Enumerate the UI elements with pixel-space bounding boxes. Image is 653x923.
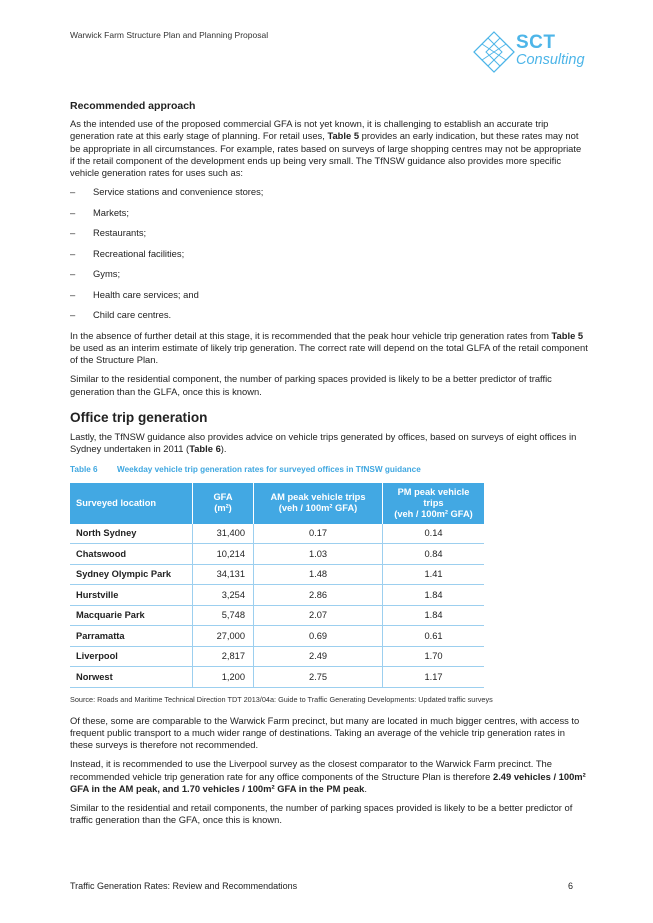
document-header-title: Warwick Farm Structure Plan and Planning Proposal	[70, 30, 269, 40]
cell-gfa: 31,400	[193, 524, 254, 544]
cell-location: Sydney Olympic Park	[70, 564, 193, 585]
paragraph-parking-gfa: Similar to the residential and retail components, the number of parking spaces provided is likely to be a better predictor of traffic generation than the GFA, once this is known.	[70, 801, 573, 826]
paragraph-interim-estimate: In the absence of further detail at this stage, it is recommended that the peak hour vehicle trip generation rates from Table 5 be used as an interim estimate of likely trip generation. The correct rate will depend on the total GLFA of the retail component of the Structure Plan.	[70, 329, 588, 366]
column-header-location: Surveyed location	[70, 483, 193, 524]
column-header-am-peak: AM peak vehicle trips (veh / 100m² GFA)	[254, 483, 383, 524]
list-item: – Child care centres.	[70, 309, 588, 321]
column-header-gfa: GFA (m²)	[193, 483, 254, 524]
table-caption: Table 6 Weekday vehicle trip generation rates for surveyed offices in TfNSW guidance	[70, 465, 421, 475]
cell-gfa: 2,817	[193, 646, 254, 667]
cell-pm: 0.84	[383, 544, 485, 565]
cell-pm: 0.61	[383, 626, 485, 647]
cell-gfa: 27,000	[193, 626, 254, 647]
cell-gfa: 5,748	[193, 605, 254, 626]
column-header-pm-peak: PM peak vehicle trips (veh / 100m² GFA)	[383, 483, 485, 524]
cell-location: Liverpool	[70, 646, 193, 667]
cell-gfa: 34,131	[193, 564, 254, 585]
cell-pm: 1.84	[383, 605, 485, 626]
list-item: – Health care services; and	[70, 289, 588, 301]
cell-location: Parramatta	[70, 626, 193, 647]
cell-am: 2.86	[254, 585, 383, 606]
cell-gfa: 10,214	[193, 544, 254, 565]
cell-pm: 1.41	[383, 564, 485, 585]
paragraph-comparison: Of these, some are comparable to the Warwick Farm precinct, but many are located in much bigger centres, with access to frequent public transport to a much wider range of destinations. Taking an average of the vehicle trip generation rates in these surveys is therefore not recommended.	[70, 714, 580, 751]
table-source-note: Source: Roads and Maritime Technical Direction TDT 2013/04a: Guide to Traffic Generating Developments: Updated traffic surveys	[70, 694, 493, 704]
cell-location: North Sydney	[70, 524, 193, 544]
table-header-row	[70, 483, 484, 524]
footer-document-title: Traffic Generation Rates: Review and Recommendations	[70, 881, 298, 891]
list-item: – Service stations and convenience stores;	[70, 186, 588, 198]
table-row	[70, 626, 484, 647]
table-row	[70, 544, 484, 565]
table-row	[70, 667, 484, 688]
section-heading-recommended-approach: Recommended approach	[70, 100, 196, 112]
paragraph-recommendation: Instead, it is recommended to use the Liverpool survey as the closest comparator to the Warwick Farm precinct. The recommended vehicle trip generation rate for any office components of the Structure Plan is therefore 2.49 vehicles / 100m² GFA in the AM peak, and 1.70 vehicles / 100m² GFA in the PM peak.	[70, 758, 586, 794]
page-number: 6	[568, 881, 574, 891]
table-row	[70, 524, 484, 544]
paragraph-intro: As the intended use of the proposed commercial GFA is not yet known, it is challenging to establish an accurate trip generation rate at this early stage of planning. For retail uses, Table 5 provides an early indication, but these rates may not be appropriate in all circumstances. For example, rates based on surveys of large shopping centres may not be appropriate if the retail component of the development ends up being very small. The TfNSW guidance also provides more specific vehicle generation rates for uses such as:	[70, 118, 582, 179]
page-content	[70, 100, 588, 833]
cell-pm: 1.84	[383, 585, 485, 606]
cell-am: 2.07	[254, 605, 383, 626]
cell-am: 2.75	[254, 667, 383, 688]
cell-am: 2.49	[254, 646, 383, 667]
paragraph-parking-predictor: Similar to the residential component, the number of parking spaces provided is likely to be a better predictor of traffic generation than the GLFA, once this is known.	[70, 373, 552, 397]
cell-pm: 1.17	[383, 667, 485, 688]
cell-location: Chatswood	[70, 544, 193, 565]
cell-pm: 0.14	[383, 524, 485, 544]
list-item: – Markets;	[70, 207, 588, 219]
table-row	[70, 646, 484, 667]
logo-sub-text: Consulting	[516, 52, 585, 68]
table-row	[70, 585, 484, 606]
use-type-list	[70, 186, 588, 321]
cell-pm: 1.70	[383, 646, 485, 667]
cell-am: 1.03	[254, 544, 383, 565]
office-trip-rates-table	[70, 483, 484, 688]
cell-location: Macquarie Park	[70, 605, 193, 626]
cell-am: 0.69	[254, 626, 383, 647]
list-item: – Recreational facilities;	[70, 248, 588, 260]
sct-consulting-logo	[472, 30, 592, 74]
logo-main-text: SCT	[516, 32, 556, 53]
cell-location: Norwest	[70, 667, 193, 688]
list-item: – Restaurants;	[70, 227, 588, 239]
paragraph-office-guidance: Lastly, the TfNSW guidance also provides advice on vehicle trips generated by offices, based on surveys of eight offices in Sydney undertaken in 2011 (Table 6).	[70, 430, 577, 455]
cell-am: 1.48	[254, 564, 383, 585]
list-item: – Gyms;	[70, 268, 588, 280]
section-heading-office-trip-generation: Office trip generation	[70, 409, 208, 425]
table-row	[70, 564, 484, 585]
cell-gfa: 3,254	[193, 585, 254, 606]
cell-location: Hurstville	[70, 585, 193, 606]
table-row	[70, 605, 484, 626]
logo-diamond-icon	[472, 30, 518, 74]
cell-gfa: 1,200	[193, 667, 254, 688]
cell-am: 0.17	[254, 524, 383, 544]
